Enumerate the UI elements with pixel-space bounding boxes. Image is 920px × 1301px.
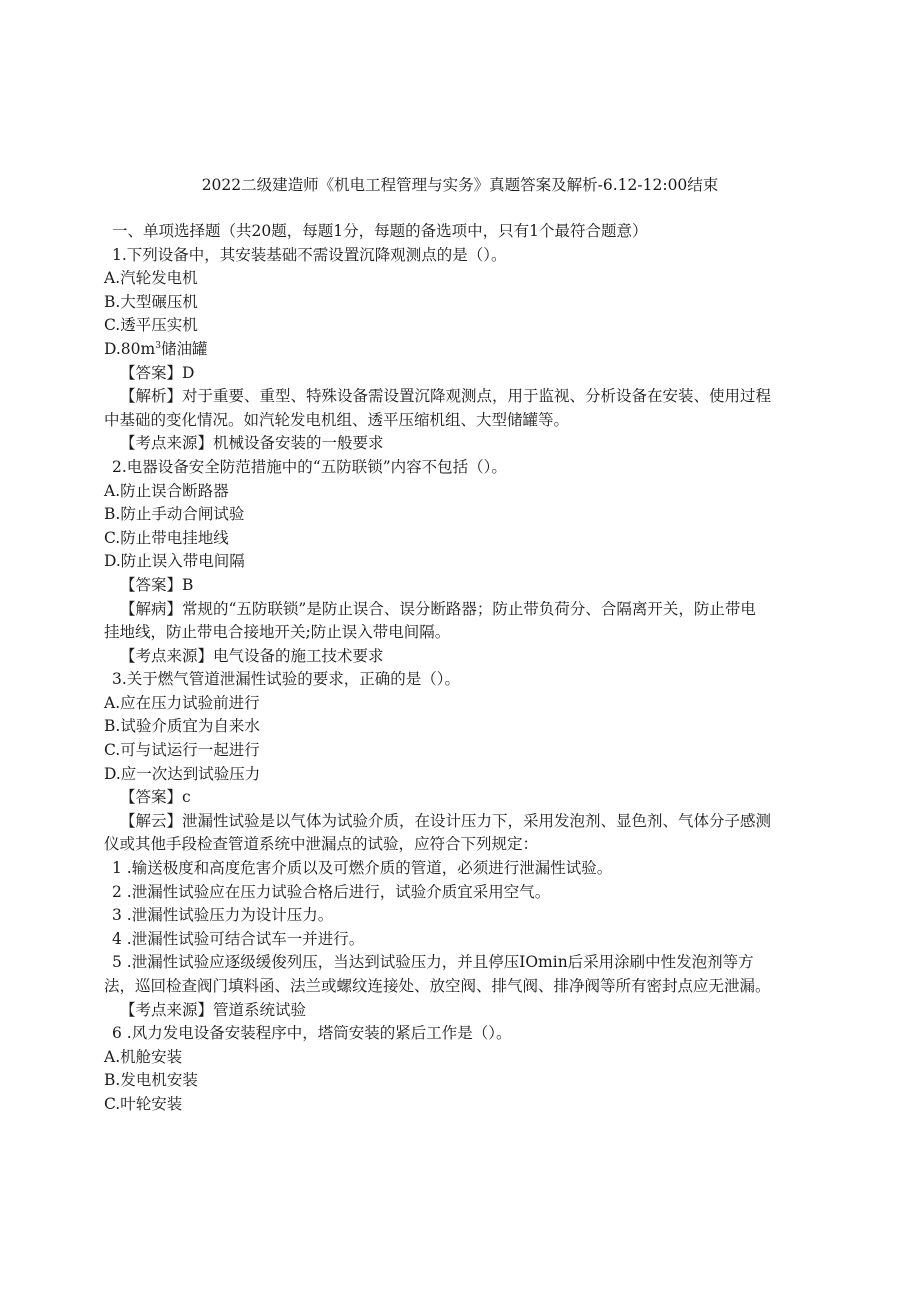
question-6-stem: 6 .风力发电设备安装程序中，塔筒安装的紧后工作是（）。: [112, 1024, 512, 1043]
question-3-stem: 3.关于燃气管道泄漏性试验的要求，正确的是（）。: [112, 670, 461, 689]
question-1-option-a: A.汽轮发电机: [104, 269, 198, 288]
question-3-rule-4: 4 .泄漏性试验可结合试车一并进行。: [112, 929, 365, 948]
question-3-rule-5: 5 .泄漏性试验应逐级缓俊列压，当达到试验压力，并且停压IOmin后采用涂刷中性发泡剂等方: [112, 953, 754, 972]
question-1-option-b: B.大型碾压机: [104, 292, 198, 311]
section-heading: 一、单项选择题（共20题，每题1分，每题的备选项中，只有1个最符合题意）: [112, 222, 648, 240]
question-3-answer: 【答案】c: [120, 788, 191, 807]
question-1-stem: 1.下列设备中，其安装基础不需设置沉降观测点的是（）。: [112, 245, 507, 264]
question-2-option-a: A.防止误合断路器: [104, 481, 229, 500]
question-2-analysis-line-1: 【解病】常规的“五防联锁”是防止误合、误分断路器；防止带负荷分、合隔离开关，防止带电: [120, 599, 756, 618]
question-1-option-d-suffix: 储油罐: [160, 339, 208, 358]
question-3-rule-2: 2 .泄漏性试验应在压力试验合格后进行，试验介质宜采用空气。: [112, 882, 551, 901]
question-2-option-b: B.防止手动合闸试验: [104, 505, 245, 524]
question-1-option-d: [104, 338, 842, 362]
question-2-stem: 2.电器设备安全防范措施中的“五防联锁”内容不包括（）。: [112, 457, 507, 476]
question-1-option-d-prefix: D.80m: [104, 339, 156, 358]
question-1-option-d-superscript: 3: [155, 340, 161, 351]
question-2-analysis-line-2: 挂地线，防止带电合接地开关;防止误入带电间隔。: [104, 623, 451, 642]
question-3-source: 【考点来源】管道系统试验: [120, 1000, 307, 1019]
question-3-rule-5-continuation: 法，巡回检查阀门填料函、法兰或螺纹连接处、放空阀、排气阀、排净阀等所有密封点应无泄漏。: [104, 977, 771, 995]
question-3-option-b: B.试验介质宜为自来水: [104, 717, 260, 736]
question-2-option-d: D.防止误入带电间隔: [104, 552, 245, 571]
question-1-option-c: C.透平压实机: [104, 316, 198, 335]
question-2-answer: 【答案】B: [120, 575, 194, 594]
question-3-option-c: C.可与试运行一起进行: [104, 741, 260, 760]
question-3-rule-3: 3 .泄漏性试验压力为设计压力。: [112, 906, 334, 925]
question-1-analysis-line-1: 【解析】对于重要、重型、特殊设备需设置沉降观测点，用于监视、分析设备在安装、使用过程: [120, 387, 772, 406]
question-3-analysis-line-2: 仪或其他手段检查管道系统中泄漏点的试验，应符合下列规定：: [104, 835, 539, 854]
question-1-answer: 【答案】D: [120, 363, 195, 382]
document-title: 2022二级建造师《机电工程管理与实务》真题答案及解析-6.12-12:00结束: [201, 176, 719, 194]
question-6-option-a: A.机舱安装: [104, 1047, 183, 1066]
question-6-option-c: C.叶轮安装: [104, 1094, 183, 1113]
question-3-option-d: D.应一次达到试验压力: [104, 764, 261, 783]
question-3-rule-1: 1 .输送极度和高度危害介质以及可燃介质的管道，必须进行泄漏性试验。: [112, 859, 613, 878]
question-1-analysis-line-2: 中基础的变化情况。如汽轮发电机组、透平压缩机组、大型储罐等。: [104, 410, 570, 429]
question-3-analysis-line-1: 【解云】泄漏性试验是以气体为试验介质，在设计压力下，采用发泡剂、显色剂、气体分子感测: [120, 811, 772, 830]
question-1-source: 【考点来源】机械设备安装的一般要求: [120, 434, 384, 453]
question-3-option-a: A.应在压力试验前进行: [104, 693, 260, 712]
document-body: [104, 220, 842, 1117]
question-2-source: 【考点来源】电气设备的施工技术要求: [120, 646, 384, 665]
question-2-option-c: C.防止带电挂地线: [104, 528, 229, 547]
question-6-option-b: B.发电机安装: [104, 1071, 198, 1090]
